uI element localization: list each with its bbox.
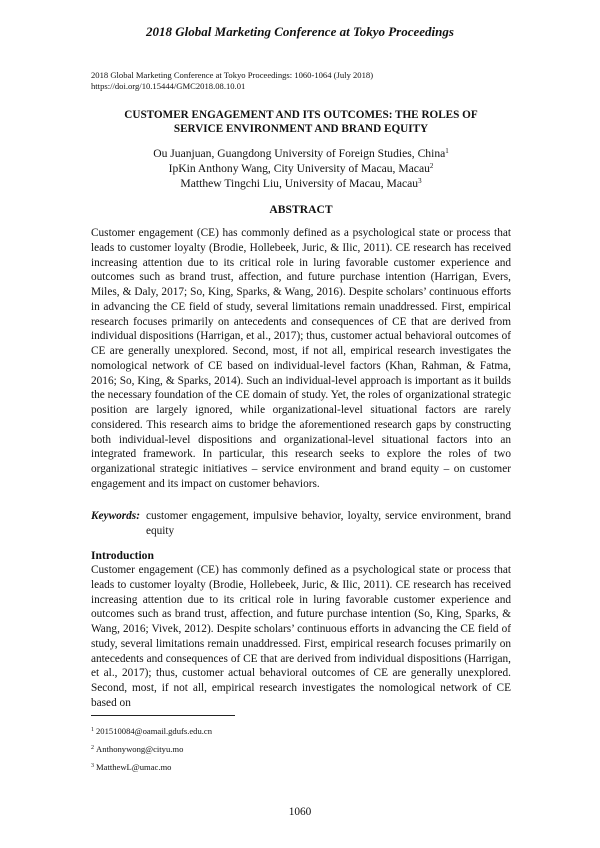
keywords-label: Keywords: [91, 510, 140, 522]
author-list [91, 146, 511, 191]
footnote-divider [91, 715, 235, 716]
footnote-mark: 1 [91, 727, 94, 733]
footnote-mark: 1 [445, 147, 449, 155]
author-line [91, 176, 511, 191]
keywords-block [91, 509, 511, 538]
footnote-mark: 2 [429, 162, 434, 170]
page-number: 1060 [288, 806, 312, 818]
author-line [91, 146, 511, 161]
introduction-heading: Introduction [91, 549, 154, 562]
keywords-text: customer engagement, impulsive behavior, loyalty, service environment, brand equity [145, 510, 511, 537]
title-line: SERVICE ENVIRONMENT AND BRAND EQUITY [173, 123, 429, 135]
citation-block [91, 70, 373, 92]
citation-line: 2018 Global Marketing Conference at Tokyo Proceedings: 1060-1064 (July 2018) [91, 70, 374, 80]
footnote-email: MatthewL@umac.mo [96, 762, 172, 772]
author-affiliation: IpKin Anthony Wang, City University of Macau, Macau [168, 162, 430, 175]
abstract-body: Customer engagement (CE) has commonly defined as a psychological state or process that leads to customer loyalty (Brodie, Hollebeek, Juric, & Ilic, 2011). CE research has received increasing attention due to its critical role in luring favorable customer experience and outcomes such as brand trust, affection, and future purchase intention (Harrigan, Evers, Miles, & Daly, 2017; So, King, Sparks, & Wang, 2016). Despite scholars’ continuous efforts in advancing the CE field of study, several limitations remain unaddressed. First, empirical research focuses primarily on antecedents and consequences of CE that are derived from individual dispositions (Harrigan, et al., 2017); thus, customer actual behavioral outcomes of CE are generally unexplored. Second, most, if not all, empirical research investigates the nomological network of CE based on individual-level factors (Khan, Rahman, & Fatma, 2016; So, King, & Sparks, 2014). Such an individual-level approach is important as it builds the necessary foundation of the CE domain of study. Yet, the roles of organizational strategic position are largely ignored, while organizational-level situational factors are rarely considered. This research aims to bridge the aforementioned research gaps by constructing both individual-level dispositions and organizational-level situational factors into an integrated framework. In particular, this research seeks to explore the roles of two organizational strategic initiatives – service environment and brand equity – on customer engagement and its impact on customer behaviors. [91, 227, 511, 490]
footnote-mark: 2 [91, 745, 94, 751]
footnote-mark: 3 [418, 177, 422, 185]
footnote [91, 762, 171, 772]
footnote [91, 744, 183, 754]
title-line: CUSTOMER ENGAGEMENT AND ITS OUTCOMES: THE ROLES OF [124, 109, 478, 121]
footnote-email: 201510084@oamail.gdufs.edu.cn [96, 726, 213, 736]
author-affiliation: Ou Juanjuan, Guangdong University of Foreign Studies, China [153, 147, 446, 160]
footnote-email: Anthonywong@cityu.mo [96, 744, 184, 754]
footnote-mark: 3 [91, 763, 94, 769]
abstract-heading: ABSTRACT [269, 203, 333, 216]
footnote [91, 726, 212, 736]
doi-line: https://doi.org/10.15444/GMC2018.08.10.01 [91, 81, 246, 91]
paper-title [91, 108, 511, 136]
introduction-body: Customer engagement (CE) has commonly defined as a psychological state or process that leads to customer loyalty (Brodie, Hollebeek, Juric, & Ilic, 2011). CE research has received increasing attention due to its critical role in luring favorable customer experience and outcomes such as brand trust, affection, and future purchase intention (So, King, Sparks, & Wang, 2016; Vivek, 2012). Despite scholars’ continuous efforts in advancing the CE field of study, several limitations remain unaddressed. First, empirical research focuses primarily on antecedents and consequences of CE that are derived from individual dispositions (Harrigan, et al., 2017); thus, customer actual behavioral outcomes of CE are generally unexplored. Second, most, if not all, empirical research investigates the nomological network of CE based on [91, 564, 511, 709]
running-header: 2018 Global Marketing Conference at Tokyo Proceedings [146, 24, 454, 39]
author-line [91, 161, 511, 176]
author-affiliation: Matthew Tingchi Liu, University of Macau, Macau [180, 177, 419, 190]
